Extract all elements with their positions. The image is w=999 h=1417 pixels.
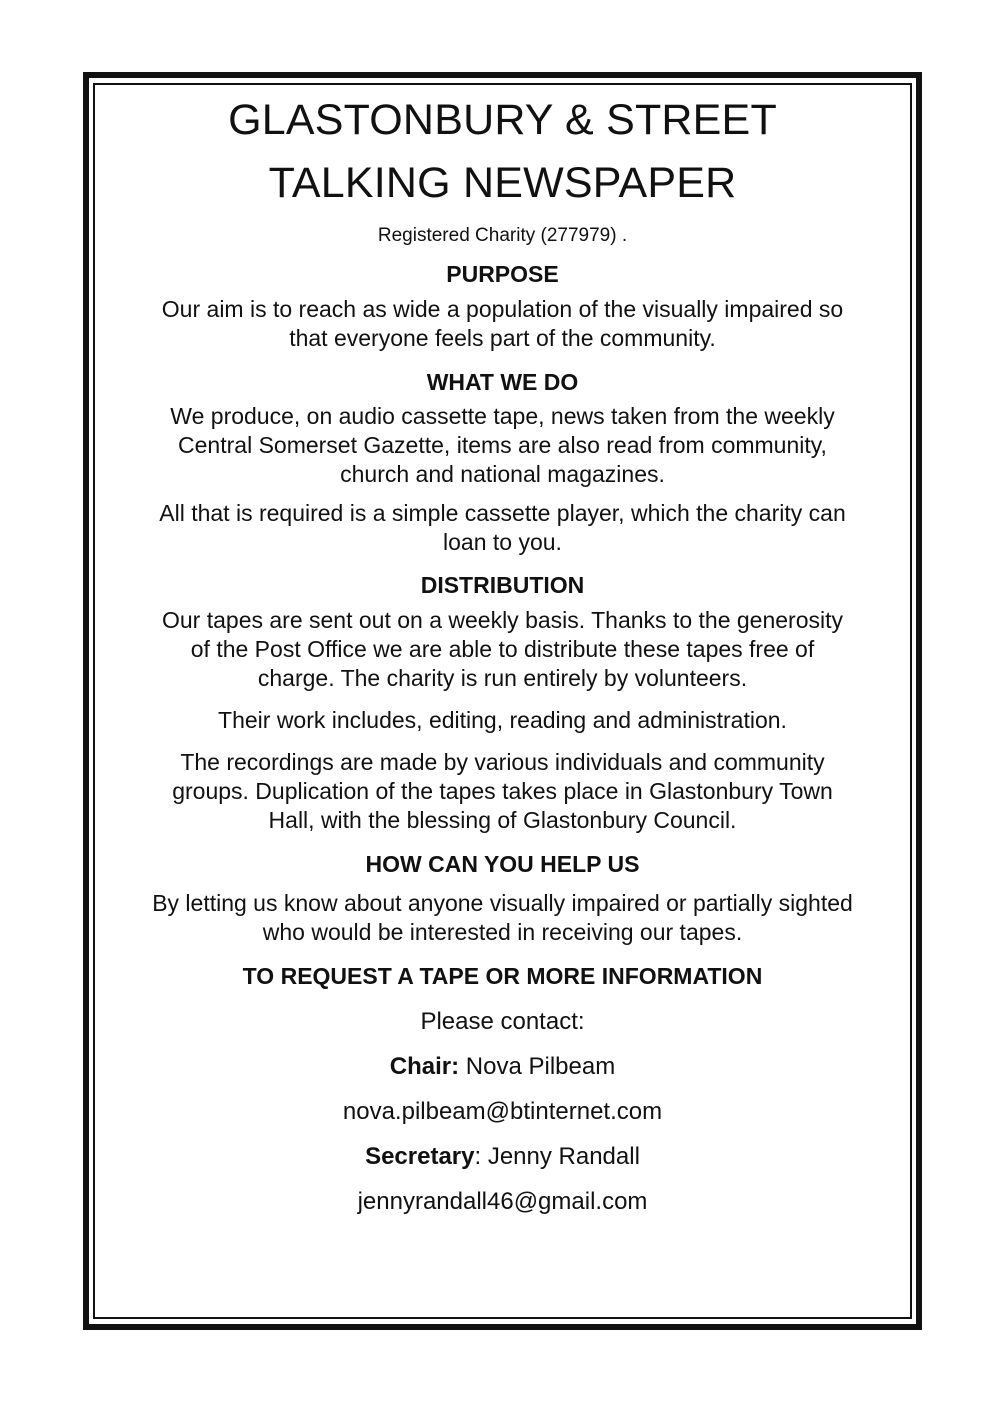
distribution-para-1: [95, 606, 910, 693]
title-line-2: TALKING NEWSPAPER: [268, 159, 737, 207]
distribution-heading: DISTRIBUTION: [420, 572, 585, 598]
distribution-line: The recordings are made by various individuals and community: [180, 749, 825, 775]
help-heading: HOW CAN YOU HELP US: [365, 851, 640, 877]
what-we-do-para-1: [95, 402, 910, 489]
please-contact: Please contact:: [420, 1008, 585, 1035]
what-we-do-line: Central Somerset Gazette, items are also read from community,: [178, 432, 827, 458]
chair-name: Nova Pilbeam: [459, 1053, 616, 1080]
what-we-do-heading: WHAT WE DO: [426, 369, 579, 395]
purpose-line: that everyone feels part of the community.: [289, 325, 716, 351]
page-title: [95, 89, 910, 215]
registered-charity: Registered Charity (277979) .: [377, 225, 628, 246]
distribution-line: Their work includes, editing, reading and administration.: [218, 707, 787, 733]
what-we-do-line: loan to you.: [443, 529, 562, 555]
request-heading: TO REQUEST A TAPE OR MORE INFORMATION: [242, 963, 763, 989]
help-line: By letting us know about anyone visually impaired or partially sighted: [152, 890, 853, 916]
title-line-1: GLASTONBURY & STREET: [228, 96, 777, 144]
distribution-line: Our tapes are sent out on a weekly basis. Thanks to the generosity: [161, 607, 843, 633]
secretary-email: jennyrandall46@gmail.com: [357, 1188, 648, 1215]
distribution-para-3: [95, 748, 910, 835]
distribution-line: groups. Duplication of the tapes takes place in Glastonbury Town: [172, 778, 833, 804]
distribution-line: charge. The charity is run entirely by volunteers.: [257, 665, 748, 691]
distribution-para-2: [95, 706, 910, 735]
what-we-do-line: All that is required is a simple cassette player, which the charity can: [159, 500, 846, 526]
chair-email: nova.pilbeam@btinternet.com: [342, 1098, 663, 1125]
what-we-do-line: We produce, on audio cassette tape, news taken from the weekly: [170, 403, 835, 429]
distribution-line: of the Post Office we are able to distribute these tapes free of: [190, 636, 815, 662]
help-text: [95, 889, 910, 947]
what-we-do-para-2: [95, 499, 910, 557]
help-line: who would be interested in receiving our tapes.: [262, 919, 743, 945]
what-we-do-line: church and national magazines.: [340, 461, 665, 487]
purpose-heading: PURPOSE: [446, 261, 559, 287]
poster-content: [95, 85, 910, 1217]
purpose-line: Our aim is to reach as wide a population of the visually impaired so: [161, 296, 844, 322]
distribution-line: Hall, with the blessing of Glastonbury Council.: [268, 807, 737, 833]
purpose-text: [95, 295, 910, 353]
chair-label: Chair:: [389, 1053, 460, 1080]
chair-contact: [95, 1052, 910, 1082]
secretary-name: : Jenny Randall: [474, 1143, 640, 1170]
secretary-contact: [95, 1142, 910, 1172]
secretary-label: Secretary: [365, 1143, 475, 1170]
